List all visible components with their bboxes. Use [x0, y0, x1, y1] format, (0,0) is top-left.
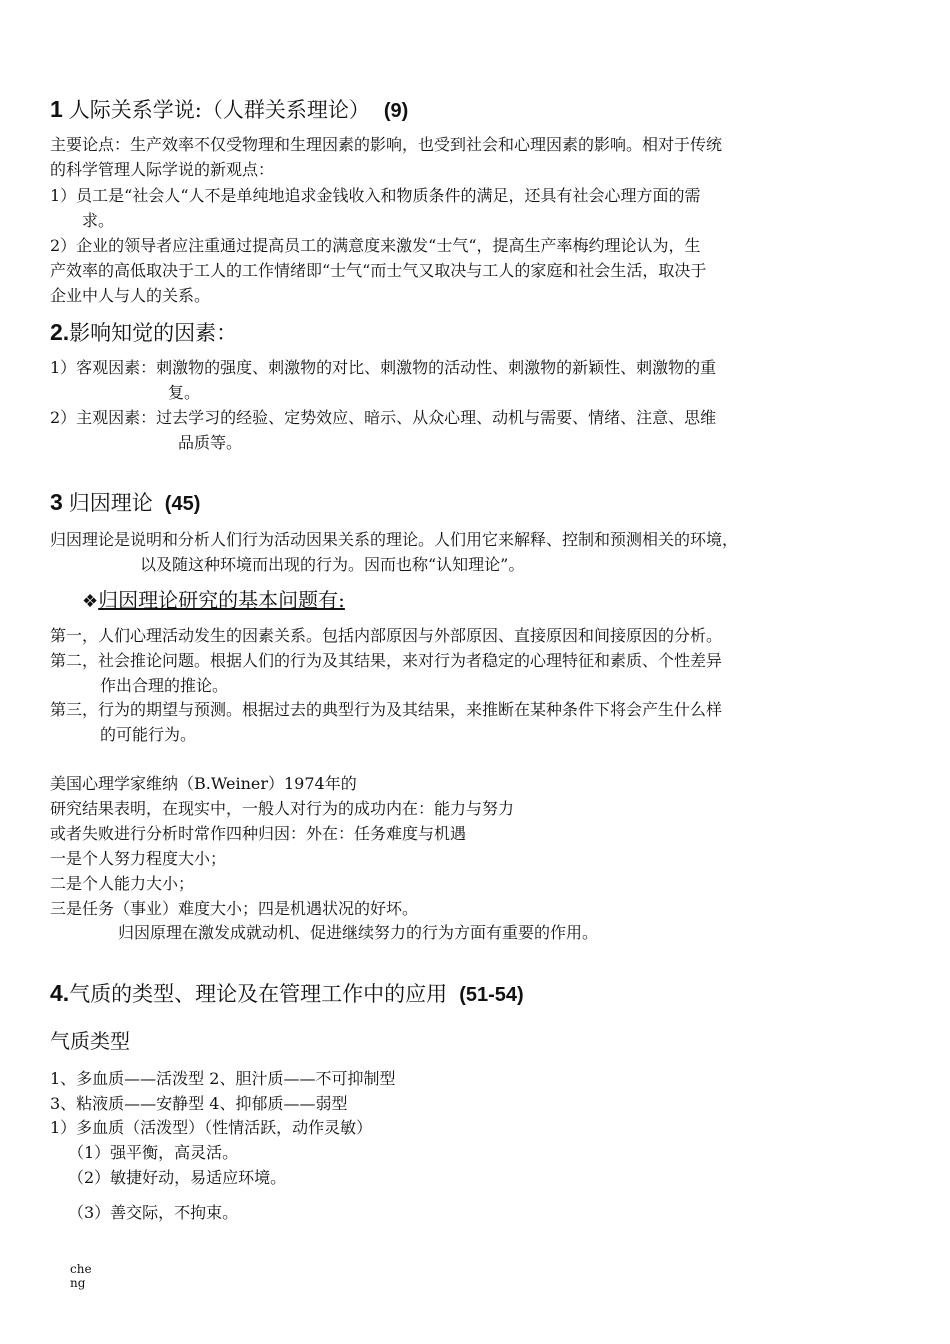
section-4-heading: [50, 979, 524, 1009]
subheading: 气质类型: [50, 1029, 130, 1053]
list-item: 1、多血质——活泼型 2、胆汁质——不可抑制型: [50, 1069, 396, 1088]
page-reference: (51-54): [459, 984, 524, 1006]
section-title: 气质的类型、理论及在管理工作中的应用: [69, 982, 448, 1006]
list-item: 1）多血质（活泼型）（性情活跃，动作灵敏）: [50, 1118, 373, 1137]
list-item: （2）敏捷好动，易适应环境。: [68, 1168, 287, 1187]
diamond-bullet-icon: ❖: [82, 591, 99, 612]
list-item: 2）企业的领导者应注重通过提高员工的满意度来激发“士气“，提高生产率梅约理论认为，生: [50, 236, 701, 255]
list-item: 第一，人们心理活动发生的因素关系。包括内部原因与外部原因、直接原因和间接原因的分析。: [50, 626, 723, 645]
footer-text: [70, 1262, 92, 1290]
subheading: 归因理论研究的基本问题有:: [98, 588, 345, 612]
paragraph-line: 归因理论是说明和分析人们行为活动因果关系的理论。人们用它来解释、控制和预测相关的环境，: [50, 530, 739, 549]
list-item: （1）强平衡，高灵活。: [68, 1143, 239, 1162]
section-number: 1: [50, 96, 63, 122]
list-item: 第三，行为的期望与预测。根据过去的典型行为及其结果，来推断在某种条件下将会产生什么样: [50, 700, 723, 719]
list-item: 二是个人能力大小；: [50, 874, 195, 893]
section-1-heading: [50, 95, 408, 125]
list-item: （3）善交际，不拘束。: [68, 1203, 239, 1222]
section-number: 2.: [50, 319, 70, 345]
section-number: 4.: [50, 980, 70, 1006]
list-item-continuation: 产效率的高低取决于工人的工作情绪即“士气“而士气又取决与工人的家庭和社会生活，取决于: [50, 261, 707, 280]
list-item: 3、粘液质——安静型 4、抑郁质——弱型: [50, 1094, 348, 1113]
list-item: 三是任务（事业）难度大小；四是机遇状况的好坏。: [50, 899, 419, 918]
section-title: 人际关系学说:（人群关系理论）: [68, 98, 370, 122]
list-item: 一是个人努力程度大小；: [50, 849, 227, 868]
list-item-continuation: 品质等。: [178, 433, 243, 452]
paragraph-line: 主要论点：生产效率不仅受物理和生理因素的影响，也受到社会和心理因素的影响。相对于传统: [50, 135, 723, 154]
section-title: 归因理论: [68, 491, 153, 515]
section-3-heading: [50, 488, 200, 518]
list-item-continuation: 的可能行为。: [100, 725, 197, 744]
list-item-continuation: 复。: [168, 383, 201, 402]
list-item: 1）客观因素：刺激物的强度、刺激物的对比、刺激物的活动性、刺激物的新颖性、刺激物的重: [50, 358, 717, 377]
paragraph-line: 以及随这种环境而出现的行为。因而也称“认知理论”。: [140, 555, 525, 574]
paragraph-line: 归因原理在激发成就动机、促进继续努力的行为方面有重要的作用。: [118, 923, 599, 942]
paragraph-line: 研究结果表明，在现实中，一般人对行为的成功内在：能力与努力: [50, 799, 515, 818]
subheading-row: [82, 586, 345, 616]
paragraph-line: 或者失败进行分析时常作四种归因：外在：任务难度与机遇: [50, 824, 467, 843]
page-reference: (9): [383, 100, 409, 122]
list-item: 第二，社会推论问题。根据人们的行为及其结果，来对行为者稳定的心理特征和素质、个性差异: [50, 651, 723, 670]
list-item-continuation: 求。: [82, 211, 115, 230]
paragraph-line: 的科学管理人际学说的新观点：: [50, 160, 275, 179]
footer-line: ng: [70, 1276, 86, 1290]
section-2-heading: [50, 318, 237, 347]
section-number: 3: [50, 489, 63, 515]
section-title: 影响知觉的因素：: [69, 321, 238, 345]
list-item: 2）主观因素：过去学习的经验、定势效应、暗示、从众心理、动机与需要、情绪、注意、思维: [50, 408, 717, 427]
list-item-continuation: 企业中人与人的关系。: [50, 286, 211, 305]
list-item: 1）员工是“社会人“人不是单纯地追求金钱收入和物质条件的满足，还具有社会心理方面的需: [50, 186, 701, 205]
paragraph-line: 美国心理学家维纳（B.Weiner）1974年的: [50, 774, 357, 793]
page-reference: (45): [164, 493, 201, 515]
list-item-continuation: 作出合理的推论。: [100, 676, 229, 695]
footer-line: che: [70, 1262, 92, 1276]
